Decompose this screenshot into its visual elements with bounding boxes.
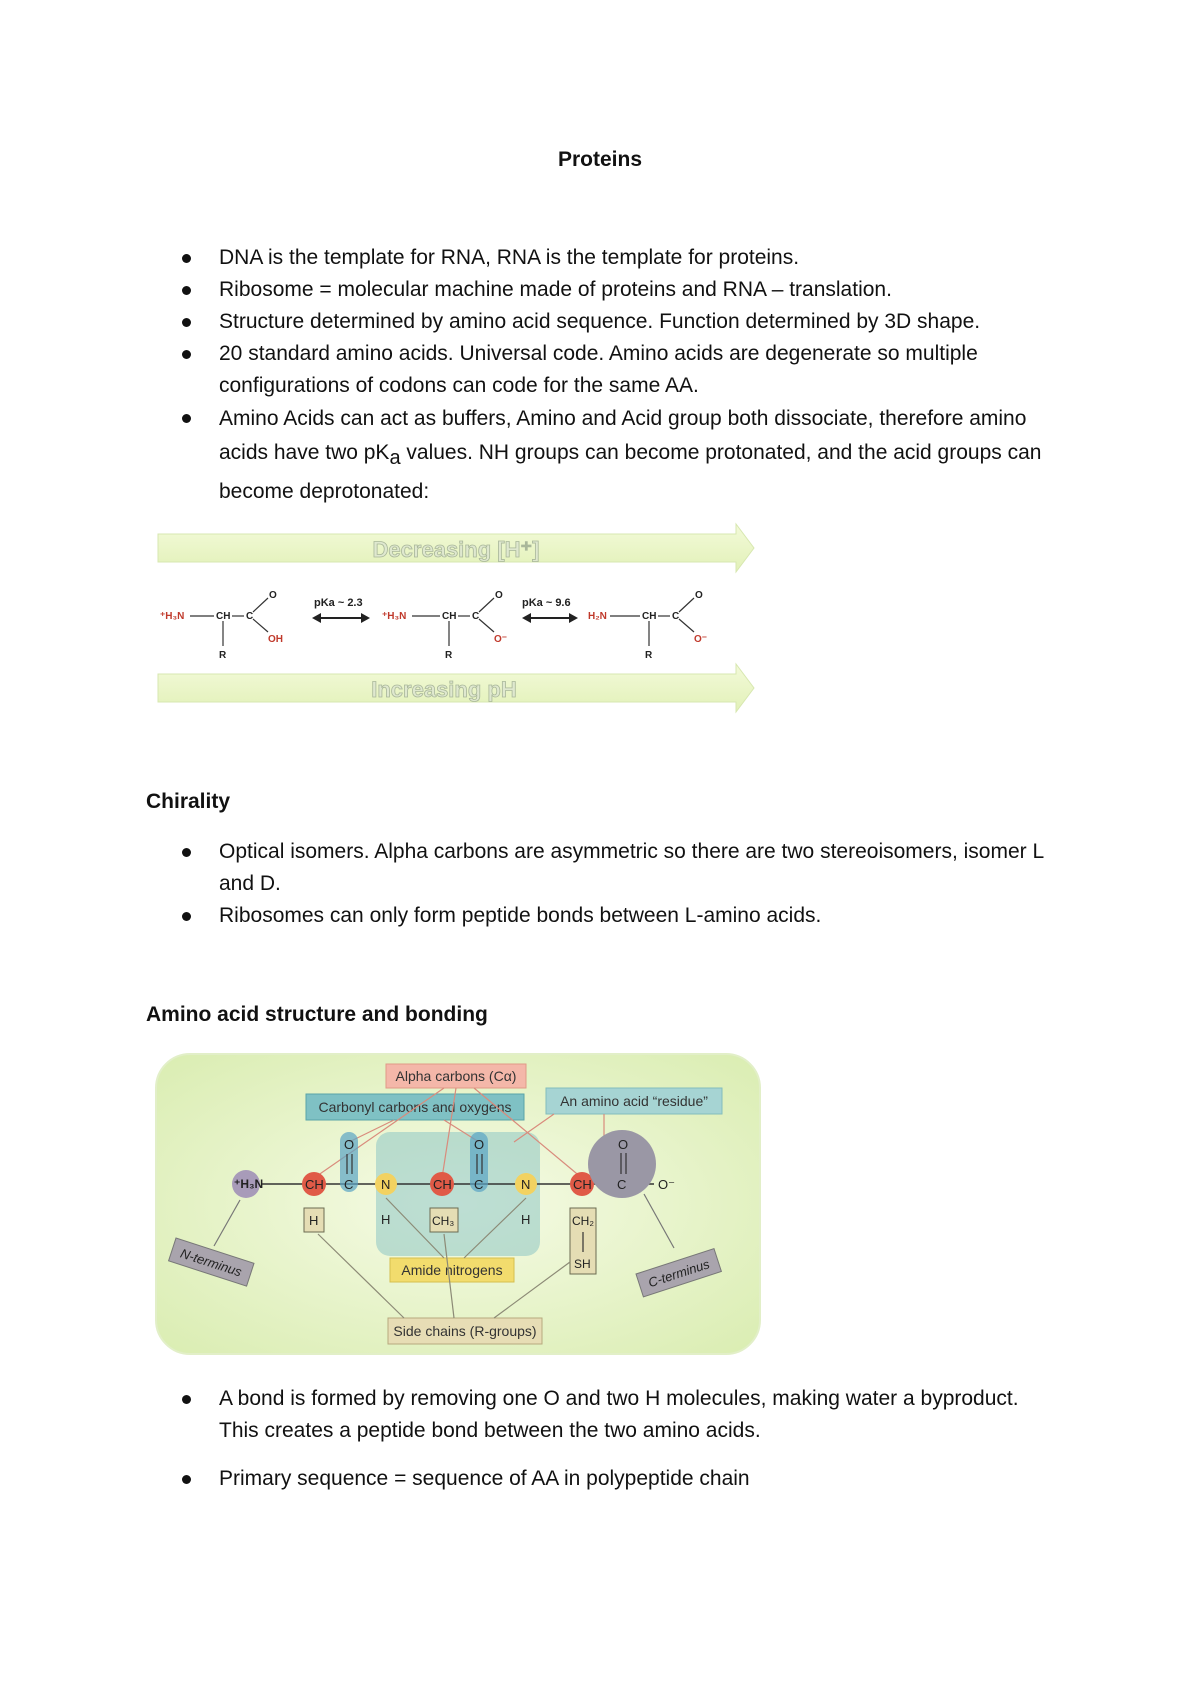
pka2-label: pKa ~ 9.6 — [522, 597, 571, 609]
carbon-label: C — [246, 611, 254, 622]
increasing-ph-label: Increasing pH — [371, 677, 517, 702]
list-item-text: Ribosome = molecular machine made of proteins and RNA – translation. — [219, 278, 892, 301]
bullet-icon — [182, 414, 191, 423]
oxygen-label: O — [618, 1137, 629, 1152]
oxygen-label: O — [474, 1137, 485, 1152]
bonding-bullet-list — [0, 1383, 1200, 1495]
carboxylate-label: O⁻ — [494, 634, 508, 645]
oxygen-label: O — [269, 590, 277, 601]
alpha-carbon-label: CH — [305, 1177, 324, 1192]
side-chain-h: H — [309, 1213, 319, 1228]
bullet-icon — [182, 912, 191, 921]
carbon-label: C — [672, 611, 680, 622]
list-item — [0, 242, 1200, 274]
list-item — [0, 338, 1200, 402]
alpha-carbons-label: Alpha carbons (Cα) — [395, 1068, 517, 1084]
alpha-carbon-label: CH — [216, 611, 231, 622]
list-item — [0, 1383, 1200, 1447]
carbonyl-label: Carbonyl carbons and oxygens — [318, 1099, 512, 1115]
hydrogen-label: H — [521, 1212, 531, 1227]
carbonyl-carbon-label: C — [344, 1177, 354, 1192]
list-item — [0, 274, 1200, 306]
bullet-icon — [182, 254, 191, 263]
oxygen-label: O — [495, 590, 503, 601]
list-item — [0, 402, 1200, 509]
peptide-structure-figure — [154, 1052, 764, 1358]
list-item — [0, 306, 1200, 338]
residue-label: An amino acid “residue” — [560, 1093, 708, 1109]
hydrogen-label: H — [381, 1212, 391, 1227]
oxygen-label: O — [695, 590, 703, 601]
structure-zwitterion — [382, 590, 507, 661]
structure-heading: Amino acid structure and bonding — [146, 1003, 488, 1026]
alpha-carbon-label: CH — [442, 611, 457, 622]
alpha-carbon-label: CH — [573, 1177, 592, 1192]
c-terminus-label: C-terminus — [646, 1256, 712, 1291]
nitrogen-label: N — [521, 1177, 531, 1192]
list-item-text: 20 standard amino acids. Universal code. Amino acids are degenerate so multiple configurations of codons can code for the same AA. — [219, 342, 978, 397]
chirality-bullet-list — [0, 836, 1200, 932]
carbon-label: C — [472, 611, 480, 622]
list-item — [0, 900, 1200, 932]
alpha-carbon-label: CH — [433, 1177, 452, 1192]
list-item-text: Structure determined by amino acid sequence. Function determined by 3D shape. — [219, 310, 981, 333]
bullet-icon — [182, 1475, 191, 1484]
list-item-text: Primary sequence = sequence of AA in polypeptide chain — [219, 1467, 750, 1490]
list-item-text: DNA is the template for RNA, RNA is the template for proteins. — [219, 246, 800, 269]
buffer-equilibrium-figure — [156, 520, 756, 720]
residue-highlight — [376, 1132, 540, 1256]
bullet-icon — [182, 318, 191, 327]
r-group-label: R — [645, 650, 653, 661]
n-terminus-label: N-terminus — [178, 1245, 244, 1280]
amine-label: H₂N — [588, 611, 607, 622]
oxygen-label: O — [344, 1137, 355, 1152]
page-title: Proteins — [557, 148, 643, 171]
chirality-heading: Chirality — [146, 790, 231, 813]
list-item — [0, 1463, 1200, 1495]
structure-cationic — [160, 590, 283, 661]
list-item-text: Ribosomes can only form peptide bonds between L-amino acids. — [219, 904, 822, 927]
side-chain-ch2: CH₂ — [572, 1214, 594, 1228]
carboxyl-carbon-label: C — [617, 1177, 627, 1192]
side-chains-label: Side chains (R-groups) — [393, 1323, 537, 1339]
structure-anionic — [588, 590, 707, 661]
r-group-label: R — [219, 650, 227, 661]
r-group-label: R — [445, 650, 453, 661]
alpha-carbon-label: CH — [642, 611, 657, 622]
decreasing-h-label: Decreasing [H⁺] — [372, 537, 540, 562]
side-chain-sh: SH — [574, 1257, 591, 1271]
amine-label: ⁺H₃N — [160, 611, 185, 622]
list-item-text: Optical isomers. Alpha carbons are asymmetric so there are two stereoisomers, isomer L and D. — [219, 840, 1044, 895]
carboxylate-label: O⁻ — [658, 1177, 675, 1192]
nitrogen-label: N — [381, 1177, 391, 1192]
list-item — [0, 836, 1200, 900]
buffer-subscript: a — [389, 447, 401, 470]
bullet-icon — [182, 848, 191, 857]
list-item-text: A bond is formed by removing one O and two H molecules, making water a byproduct. This creates a peptide bond between the two amino acids. — [219, 1387, 1019, 1442]
bullet-icon — [182, 1395, 191, 1404]
amide-nitrogens-label: Amide nitrogens — [401, 1262, 503, 1278]
amine-label: ⁺H₃N — [382, 611, 407, 622]
carboxylate-label: O⁻ — [694, 634, 708, 645]
intro-bullet-list — [0, 242, 1200, 509]
equilibrium-arrow-2 — [522, 613, 578, 623]
hydroxyl-label: OH — [268, 634, 283, 645]
amine-label: ⁺H₃N — [234, 1177, 264, 1191]
bullet-icon — [182, 350, 191, 359]
buffer-text-after: values. NH groups can become protonated, and the acid groups can become deprotonated: — [219, 441, 1042, 504]
pka1-label: pKa ~ 2.3 — [314, 597, 363, 609]
equilibrium-arrow-1 — [312, 613, 370, 623]
buffer-text-before: Amino Acids can act as buffers, Amino and Acid group both dissociate, therefore amino acids have two pK — [219, 407, 1027, 464]
carbonyl-carbon-label: C — [474, 1177, 484, 1192]
side-chain-ch3: CH₃ — [432, 1214, 455, 1228]
bullet-icon — [182, 286, 191, 295]
